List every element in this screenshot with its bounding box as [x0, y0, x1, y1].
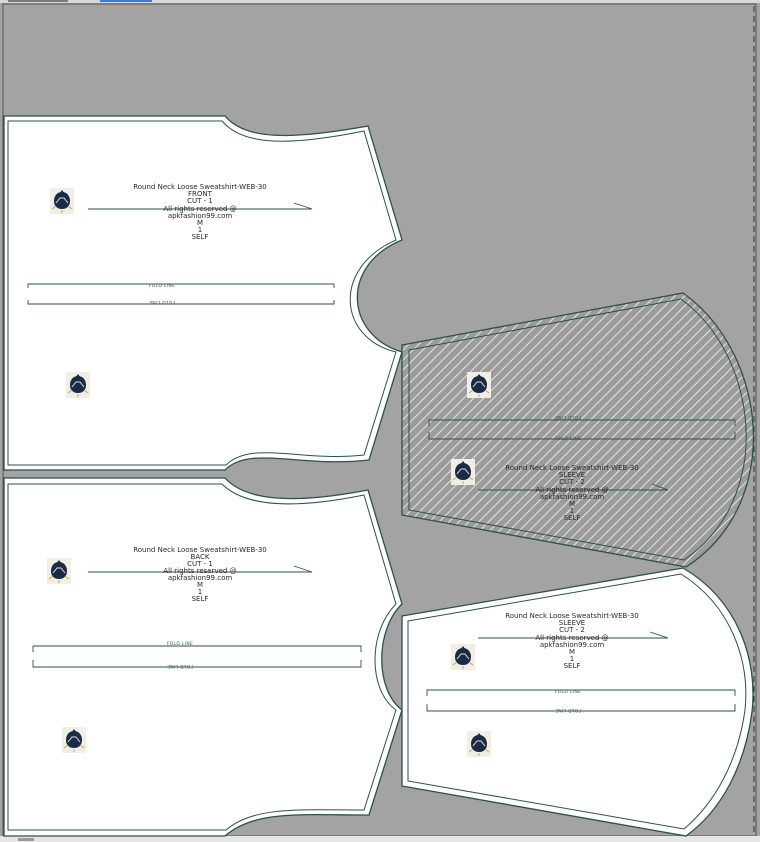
brand-logo-icon [451, 644, 475, 670]
fold-line-label: FOLD LINE [554, 707, 582, 712]
fold-line-label: FOLD LINE [148, 299, 176, 304]
piece-title: Round Neck Loose Sweatshirt-WEB-30 [505, 464, 639, 472]
piece-title: Round Neck Loose Sweatshirt-WEB-30 [505, 612, 639, 620]
brand-logo-icon [66, 372, 90, 398]
piece-cut: CUT - 1 [187, 560, 213, 568]
brand-logo-icon [467, 731, 491, 757]
brand-logo-icon [50, 188, 74, 214]
piece-website: apkfashion99.com [167, 212, 233, 220]
pattern-piece-back[interactable] [4, 478, 402, 836]
piece-name: SLEEVE [558, 471, 586, 479]
piece-name: BACK [190, 553, 210, 561]
piece-cut: CUT - 2 [559, 478, 585, 486]
piece-fabric: SELF [191, 233, 209, 241]
bottom-scroll-area[interactable] [0, 836, 760, 842]
piece-website: apkfashion99.com [167, 574, 233, 582]
piece-quantity: 1 [569, 507, 575, 515]
piece-title: Round Neck Loose Sweatshirt-WEB-30 [133, 183, 267, 191]
fold-line-label: FOLD LINE [148, 284, 176, 289]
pattern-piece-sleeve-selected[interactable] [402, 293, 753, 567]
piece-rights: All rights reserved @ [163, 205, 237, 213]
fold-line-label: FOLD LINE [166, 663, 194, 668]
piece-fabric: SELF [563, 662, 581, 670]
piece-fabric: SELF [191, 595, 209, 603]
fold-line-label: FOLD LINE [554, 690, 582, 695]
fold-line-label: FOLD LINE [554, 437, 582, 442]
fold-line-label: FOLD LINE [554, 414, 582, 419]
piece-name: SLEEVE [558, 619, 586, 627]
piece-size: M [568, 500, 576, 508]
pattern-piece-sleeve[interactable] [402, 568, 753, 836]
piece-website: apkfashion99.com [539, 493, 605, 501]
piece-website: apkfashion99.com [539, 641, 605, 649]
piece-name: FRONT [188, 190, 212, 198]
piece-cut: CUT - 2 [559, 626, 585, 634]
pattern-piece-front[interactable] [4, 116, 402, 470]
piece-rights: All rights reserved @ [535, 486, 609, 494]
fold-line-label: FOLD LINE [166, 642, 194, 647]
piece-title: Round Neck Loose Sweatshirt-WEB-30 [133, 546, 267, 554]
tab-inactive[interactable] [8, 0, 68, 2]
piece-size: M [196, 581, 204, 589]
brand-logo-icon [47, 558, 71, 584]
piece-size: M [196, 219, 204, 227]
scroll-thumb[interactable] [18, 838, 34, 841]
brand-logo-icon [62, 727, 86, 753]
brand-logo-icon [467, 372, 491, 398]
piece-fabric: SELF [563, 514, 581, 522]
piece-quantity: 1 [197, 588, 203, 596]
piece-rights: All rights reserved @ [535, 634, 609, 642]
piece-quantity: 1 [569, 655, 575, 663]
piece-size: M [568, 648, 576, 656]
piece-quantity: 1 [197, 226, 203, 234]
brand-logo-icon [451, 459, 475, 485]
piece-cut: CUT - 1 [187, 197, 213, 205]
tab-active[interactable] [100, 0, 152, 2]
piece-rights: All rights reserved @ [163, 567, 237, 575]
